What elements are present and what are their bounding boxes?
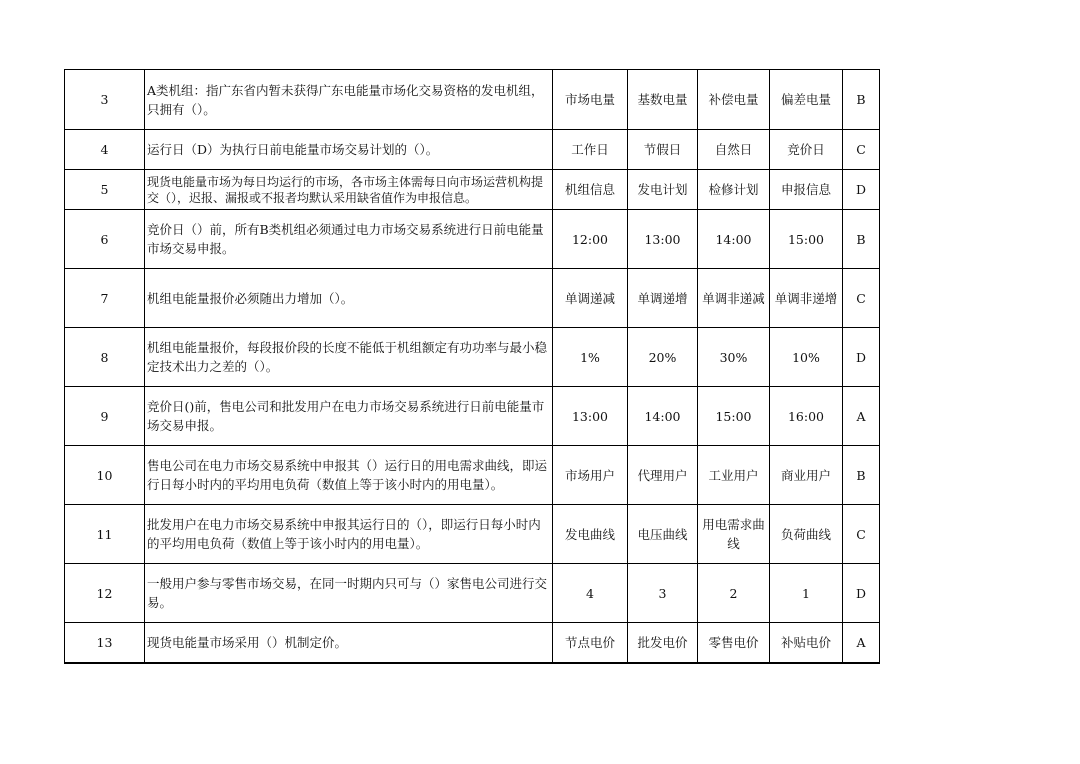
answer-key: A — [843, 387, 880, 446]
option-d: 15:00 — [770, 210, 843, 269]
option-d: 负荷曲线 — [770, 505, 843, 564]
table-row — [65, 170, 880, 210]
question-sheet — [64, 69, 879, 664]
table-row — [65, 387, 880, 446]
option-b: 批发电价 — [628, 623, 698, 663]
option-c: 14:00 — [698, 210, 770, 269]
answer-key: C — [843, 269, 880, 328]
option-d: 补贴电价 — [770, 623, 843, 663]
option-a: 市场电量 — [553, 70, 628, 130]
table-row — [65, 328, 880, 387]
option-b: 代理用户 — [628, 446, 698, 505]
table-row — [65, 130, 880, 170]
option-d: 10% — [770, 328, 843, 387]
option-b: 电压曲线 — [628, 505, 698, 564]
question-number: 7 — [65, 269, 145, 328]
table-row — [65, 70, 880, 130]
table-row — [65, 623, 880, 663]
option-c: 自然日 — [698, 130, 770, 170]
question-text: A类机组：指广东省内暂未获得广东电能量市场化交易资格的发电机组，只拥有（）。 — [145, 70, 553, 130]
table-row — [65, 446, 880, 505]
option-c: 单调非递减 — [698, 269, 770, 328]
question-text: 竞价日（）前，所有B类机组必须通过电力市场交易系统进行日前电能量市场交易申报。 — [145, 210, 553, 269]
question-text: 现货电能量市场为每日均运行的市场，各市场主体需每日向市场运营机构提交（），迟报、漏报或不报者均默认采用缺省值作为申报信息。 — [145, 170, 553, 210]
question-table — [64, 69, 880, 664]
option-b: 基数电量 — [628, 70, 698, 130]
option-b: 单调递增 — [628, 269, 698, 328]
option-d: 申报信息 — [770, 170, 843, 210]
question-text: 售电公司在电力市场交易系统中申报其（）运行日的用电需求曲线，即运行日每小时内的平均用电负荷（数值上等于该小时内的用电量）。 — [145, 446, 553, 505]
option-a: 市场用户 — [553, 446, 628, 505]
question-text: 机组电能量报价，每段报价段的长度不能低于机组额定有功功率与最小稳定技术出力之差的（）。 — [145, 328, 553, 387]
answer-key: D — [843, 170, 880, 210]
option-a: 12:00 — [553, 210, 628, 269]
option-a: 工作日 — [553, 130, 628, 170]
question-number: 3 — [65, 70, 145, 130]
question-text: 一般用户参与零售市场交易，在同一时期内只可与（）家售电公司进行交易。 — [145, 564, 553, 623]
answer-key: B — [843, 70, 880, 130]
option-b: 节假日 — [628, 130, 698, 170]
option-c: 零售电价 — [698, 623, 770, 663]
question-text: 运行日（D）为执行日前电能量市场交易计划的（）。 — [145, 130, 553, 170]
question-text: 机组电能量报价必须随出力增加（）。 — [145, 269, 553, 328]
answer-key: B — [843, 446, 880, 505]
question-number: 12 — [65, 564, 145, 623]
table-row — [65, 269, 880, 328]
option-b: 发电计划 — [628, 170, 698, 210]
question-text: 现货电能量市场采用（）机制定价。 — [145, 623, 553, 663]
answer-key: D — [843, 564, 880, 623]
answer-key: D — [843, 328, 880, 387]
option-a: 单调递减 — [553, 269, 628, 328]
option-d: 单调非递增 — [770, 269, 843, 328]
option-b: 14:00 — [628, 387, 698, 446]
question-number: 9 — [65, 387, 145, 446]
option-b: 20% — [628, 328, 698, 387]
question-number: 4 — [65, 130, 145, 170]
option-a: 节点电价 — [553, 623, 628, 663]
option-a: 1% — [553, 328, 628, 387]
option-d: 竞价日 — [770, 130, 843, 170]
option-a: 发电曲线 — [553, 505, 628, 564]
question-number: 13 — [65, 623, 145, 663]
question-text: 竞价日()前，售电公司和批发用户在电力市场交易系统进行日前电能量市场交易申报。 — [145, 387, 553, 446]
answer-key: C — [843, 130, 880, 170]
answer-key: B — [843, 210, 880, 269]
option-a: 4 — [553, 564, 628, 623]
option-a: 机组信息 — [553, 170, 628, 210]
table-row — [65, 505, 880, 564]
option-c: 2 — [698, 564, 770, 623]
table-row — [65, 564, 880, 623]
answer-key: C — [843, 505, 880, 564]
option-c: 检修计划 — [698, 170, 770, 210]
question-number: 11 — [65, 505, 145, 564]
option-a: 13:00 — [553, 387, 628, 446]
option-c: 用电需求曲线 — [698, 505, 770, 564]
option-d: 商业用户 — [770, 446, 843, 505]
option-c: 补偿电量 — [698, 70, 770, 130]
option-c: 工业用户 — [698, 446, 770, 505]
option-d: 偏差电量 — [770, 70, 843, 130]
answer-key: A — [843, 623, 880, 663]
option-d: 16:00 — [770, 387, 843, 446]
question-text: 批发用户在电力市场交易系统中申报其运行日的（），即运行日每小时内的平均用电负荷（数值上等于该小时内的用电量）。 — [145, 505, 553, 564]
table-row — [65, 210, 880, 269]
option-b: 3 — [628, 564, 698, 623]
option-d: 1 — [770, 564, 843, 623]
option-c: 30% — [698, 328, 770, 387]
question-number: 6 — [65, 210, 145, 269]
option-c: 15:00 — [698, 387, 770, 446]
option-b: 13:00 — [628, 210, 698, 269]
question-number: 5 — [65, 170, 145, 210]
question-number: 10 — [65, 446, 145, 505]
question-number: 8 — [65, 328, 145, 387]
